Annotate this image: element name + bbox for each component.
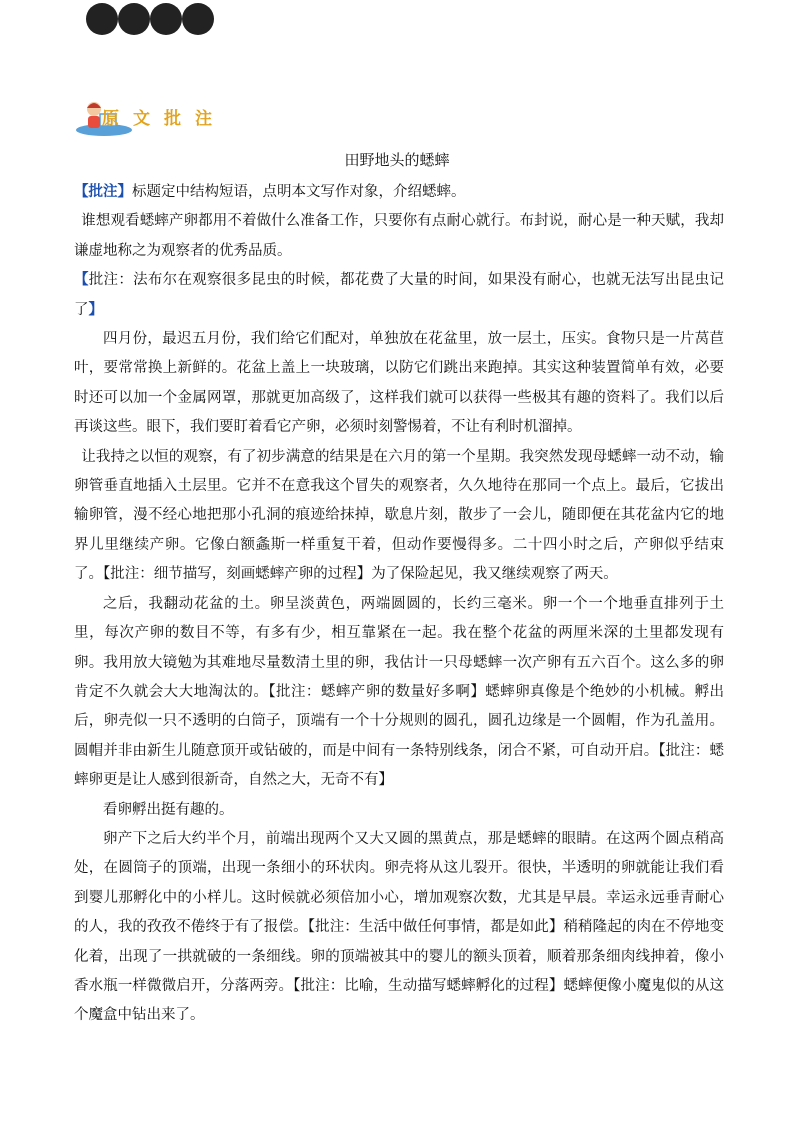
annotation-title: 【批注】标题定中结构短语，点明本文写作对象，介绍蟋蟀。	[74, 184, 466, 200]
paragraph-2: 四月份，最迟五月份，我们给它们配对，单独放在花盆里，放一层土，压实。食物只是一片莴苣叶，要常常换上新鲜的。花盆上盖上一块玻璃，以防它们跳出来跑掉。其实这种装置简单有效，必要时还可以加一个金属网罩，那就更加高级了，这样我们就可以获得一些极其有趣的资料了。我们以后再谈这些。眼下，我们要盯着看它产卵，必须时刻警惕着，不让有利时机溜掉。	[74, 331, 724, 436]
badge-text-row	[102, 104, 272, 128]
inline-annotation: 【批注：比喻，生动描写蟋蟀孵化的过程】	[293, 977, 564, 994]
paragraph-1: 谁想观看蟋蟀产卵都用不着做什么准备工作，只要你有点耐心就行。布封说，耐心是一种天赋，我却谦虚地称之为观察者的优秀品质。	[74, 213, 724, 259]
inline-annotation: 【批注：细节描写，刻画蟋蟀产卵的过程】	[103, 566, 372, 583]
inline-annotation: 【批注：蟋蟀产卵的数量好多啊】	[268, 683, 486, 700]
paragraph-5: 看卵孵出挺有趣的。	[103, 801, 234, 818]
article-body	[74, 178, 724, 1031]
badge-text: 原文批注	[102, 109, 226, 129]
annotation-patience: 【批注：法布尔在观察很多昆虫的时候，都花费了大量的时间，如果没有耐心，也就无法写出昆虫记了】	[74, 272, 724, 318]
paragraph-4: 之后，我翻动花盆的土。卵呈淡黄色，两端圆圆的，长约三毫米。卵一个一个地垂直排列于土里，每次产卵的数目不等，有多有少，相互靠紧在一起。我在整个花盆的两厘米深的土里都发现有卵。我用放大镜勉为其难地尽量数清土里的卵，我估计一只母蟋蟀一次产卵有五六百个。这么多的卵肯定不久就会大大地淘汰的。【批注：蟋蟀产卵的数量好多啊】蟋蟀卵真像是个绝妙的小机械。孵出后，卵壳似一只不透明的白筒子，顶端有一个十分规则的圆孔，圆孔边缘是一个圆帽，作为孔盖用。圆帽并非由新生儿随意顶开或钻破的，而是中间有一条特别线条，闭合不紧，可自动开启。【批注：蟋蟀卵更是让人感到很新奇，自然之大，无奇不有】	[74, 595, 725, 789]
article-title: 田野地头的蟋蟀	[344, 151, 450, 169]
paragraph-6: 卵产下之后大约半个月，前端出现两个又大又圆的黑黄点，那是蟋蟀的眼睛。在这两个圆点稍高处，在圆筒子的顶端，出现一条细小的环状肉。卵壳将从这儿裂开。很快，半透明的卵就能让我们看到婴儿那孵化中的小样儿。这时候就必须倍加小心，增加观察次数，尤其是早晨。幸运永远垂青耐心的人，我的孜孜不倦终于有了报偿。【批注：生活中做任何事情，都是如此】稍稍隆起的肉在不停地变化着，出现了一拱就破的一条细线。卵的顶端被其中的婴儿的额头顶着，顺着那条细肉线抻着，像小香水瓶一样微微启开，分落两旁。【批注：比喻，生动描写蟋蟀孵化的过程】蟋蟀便像小魔鬼似的从这个魔盒中钻出来了。	[74, 830, 725, 1024]
inline-annotation: 【批注：生活中做任何事情，都是如此】	[307, 919, 564, 936]
paragraph-3: 让我持之以恒的观察，有了初步满意的结果是在六月的第一个星期。我突然发现母蟋蟀一动不动，输卵管垂直地插入土层里。它并不在意我这个冒失的观察者，久久地待在那同一个点上。最后，它拔出输卵管，漫不经心地把那小孔洞的痕迹给抹掉，歇息片刻，散步了一会儿，随即便在其花盆内它的地界儿里继续产卵。它像白额螽斯一样重复干着，但动作要慢得多。二十四小时之后，产卵似乎结束了。【批注：细节描写，刻画蟋蟀产卵的过程】为了保险起见，我又继续观察了两天。	[74, 448, 724, 583]
inline-annotation: 【批注：蟋蟀卵更是让人感到很新奇，自然之大，无奇不有】	[74, 742, 725, 789]
annotation-badge	[56, 2, 226, 36]
